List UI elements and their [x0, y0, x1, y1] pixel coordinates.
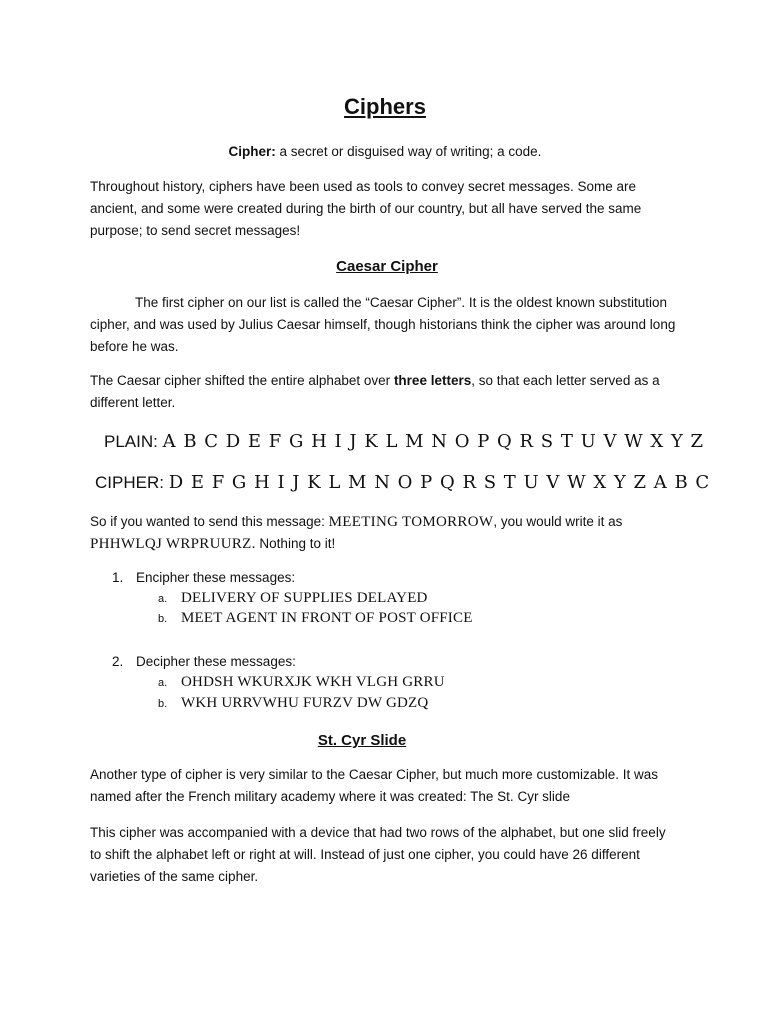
item-message: WKH URRVWHU FURZV DW GDZQ	[181, 695, 429, 711]
example-text-3: Nothing to it!	[255, 536, 336, 551]
item-letter: b.	[158, 698, 168, 710]
example-text-2: , you would write it as	[493, 514, 623, 529]
caesar-paragraph-1: The first cipher on our list is called the “Caesar Cipher”. It is the oldest known substitution cipher, and was used by Julius Caesar himself, though historians think the cipher was around long before he was.	[90, 295, 676, 354]
example-plain-message: MEETING TOMORROW	[328, 514, 494, 530]
st-cyr-heading: St. Cyr Slide	[317, 732, 407, 749]
item-letter: b.	[158, 613, 168, 625]
cipher-letters: D E F G H I J K L M N O P Q R S T U V W X Y Z A B C	[168, 472, 711, 493]
item-letter: a.	[158, 677, 168, 689]
plain-label: PLAIN:	[104, 432, 158, 451]
definition-term: Cipher:	[228, 144, 276, 159]
caesar-paragraph-2	[90, 370, 678, 414]
caesar-heading: Caesar Cipher	[336, 258, 438, 275]
item-message: DELIVERY OF SUPPLIES DELAYED	[181, 590, 428, 606]
cipher-label: CIPHER:	[95, 473, 164, 492]
exercise-1-number: 1.	[112, 570, 124, 585]
st-cyr-paragraph-2: This cipher was accompanied with a device that had two rows of the alphabet, but one slid freely to shift the alphabet left or right at will. Instead of just one cipher, you could have 26 different varieties of the same cipher.	[90, 825, 666, 884]
st-cyr-paragraph-1: Another type of cipher is very similar to the Caesar Cipher, but much more customizable. It was named after the French military academy where it was created: The St. Cyr slide	[90, 767, 658, 804]
cipher-definition	[90, 144, 680, 159]
exercise-1-label: Encipher these messages:	[136, 570, 296, 585]
example-cipher-message: PHHWLQJ WRPRUURZ.	[90, 536, 256, 552]
item-letter: a.	[158, 593, 168, 605]
caesar-paragraph-2-start: The Caesar cipher shifted the entire alphabet over	[90, 373, 394, 388]
intro-paragraph: Throughout history, ciphers have been used as tools to convey secret messages. Some are ancient, and some were created during the birth of our country, but all have served the same purpose; to send secret messages!	[90, 179, 642, 238]
plain-letters: A B C D E F G H I J K L M N O P Q R S T U V W X Y Z	[162, 431, 705, 452]
item-message: MEET AGENT IN FRONT OF POST OFFICE	[181, 610, 473, 626]
exercise-2-label: Decipher these messages:	[136, 654, 296, 669]
page-title: Ciphers	[344, 94, 426, 119]
exercise-2-number: 2.	[112, 654, 124, 669]
definition-text: a secret or disguised way of writing; a code.	[275, 144, 542, 159]
three-letters-emphasis: three letters	[393, 373, 472, 388]
item-message: OHDSH WKURXJK WKH VLGH GRRU	[181, 674, 445, 690]
example-text-1: So if you wanted to send this message:	[90, 514, 329, 529]
cipher-alphabet-row	[95, 472, 711, 493]
caesar-paragraph-2-end: , so that each letter served as a different letter.	[90, 373, 660, 410]
plain-alphabet-row	[104, 431, 704, 452]
example-paragraph	[90, 511, 678, 555]
